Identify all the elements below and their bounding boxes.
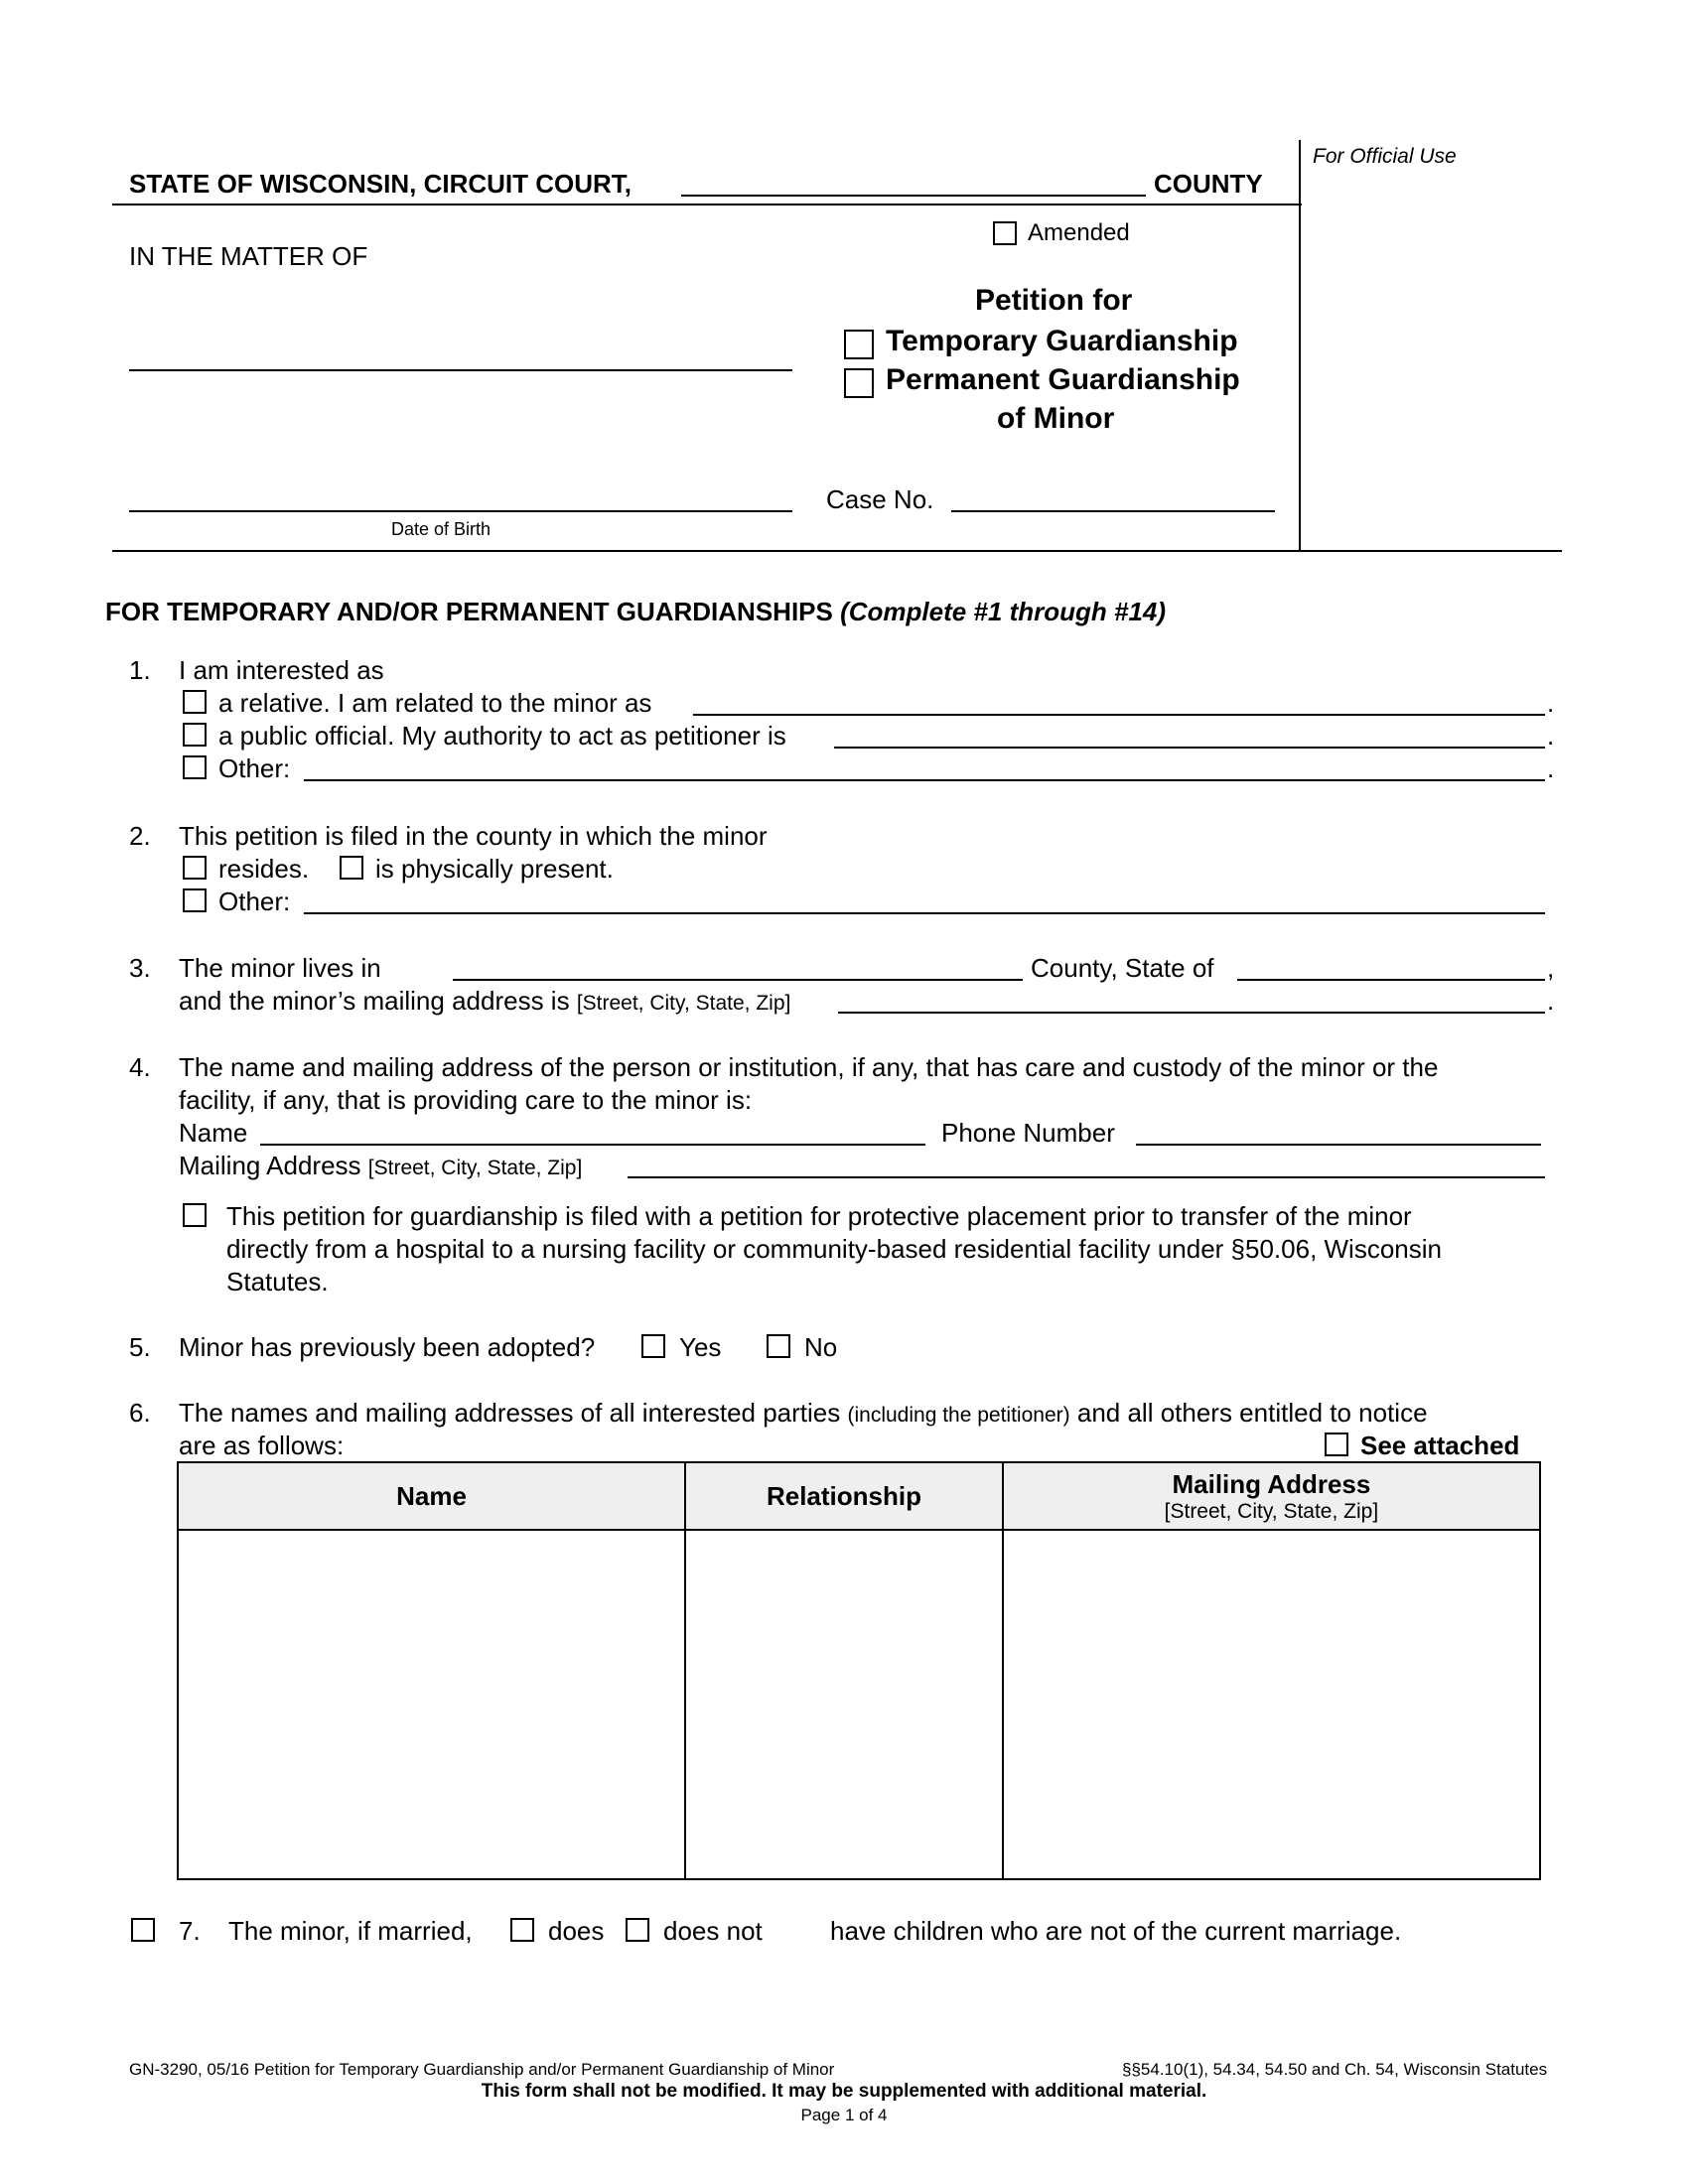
minor-state-line[interactable] xyxy=(1237,979,1545,981)
item1-text: I am interested as xyxy=(179,655,384,685)
matter-of-label: IN THE MATTER OF xyxy=(129,241,368,271)
item5-text: Minor has previously been adopted? xyxy=(179,1332,596,1362)
temporary-guardianship-checkbox[interactable] xyxy=(844,330,874,359)
footer-notice: This form shall not be modified. It may be supplemented with additional material. xyxy=(481,2081,1207,2102)
county-state-label: County, State of xyxy=(1031,953,1214,983)
item2-text: This petition is filed in the county in which the minor xyxy=(179,821,768,851)
state-comma: , xyxy=(1547,953,1555,983)
address-cell[interactable] xyxy=(1003,1530,1540,1879)
item4-number: 4. xyxy=(129,1052,151,1082)
see-attached-checkbox[interactable] xyxy=(1325,1433,1348,1456)
custodian-name-line[interactable] xyxy=(260,1144,925,1146)
physically-present-checkbox[interactable] xyxy=(340,856,363,880)
item6-text-a: The names and mailing addresses of all interested parties xyxy=(179,1398,841,1428)
item6-text-b: and all others entitled to notice xyxy=(1076,1398,1428,1428)
item7-text: The minor, if married, xyxy=(228,1916,473,1946)
phone-number-label: Phone Number xyxy=(941,1118,1115,1148)
see-attached-label: See attached xyxy=(1360,1431,1520,1460)
official-use-border xyxy=(1299,140,1301,551)
item1-number: 1. xyxy=(129,655,151,685)
item1-other-checkbox[interactable] xyxy=(183,755,207,779)
footer-page: Page 1 of 4 xyxy=(800,2106,888,2124)
column-header-name: Name xyxy=(178,1462,685,1530)
mailing-address-text: and the minor’s mailing address is xyxy=(179,986,570,1016)
relative-relation-line[interactable] xyxy=(693,714,1545,716)
item6-line2: are as follows: xyxy=(179,1431,345,1460)
item2-other-line[interactable] xyxy=(304,912,1545,914)
item7-rest: have children who are not of the current marriage. xyxy=(830,1916,1402,1946)
permanent-guardianship-label: Permanent Guardianship xyxy=(886,363,1240,396)
item5-number: 5. xyxy=(129,1332,151,1362)
date-of-birth-line[interactable] xyxy=(129,510,792,512)
item1-other-line[interactable] xyxy=(304,779,1545,781)
column-header-address xyxy=(1003,1462,1540,1530)
item7-number: 7. xyxy=(179,1916,201,1946)
amended-checkbox[interactable] xyxy=(993,221,1017,245)
county-name-line[interactable] xyxy=(681,195,1146,197)
item6-text xyxy=(179,1398,1428,1431)
date-of-birth-label: Date of Birth xyxy=(391,519,492,539)
custodian-mailing-label xyxy=(179,1151,582,1183)
protective-placement-checkbox[interactable] xyxy=(183,1203,207,1227)
mailing-address-label xyxy=(179,986,790,1019)
column-header-address-label: Mailing Address xyxy=(1172,1468,1371,1499)
item2-other-checkbox[interactable] xyxy=(183,888,207,912)
adopted-no-label: No xyxy=(804,1332,838,1362)
custodian-mailing-line[interactable] xyxy=(628,1176,1545,1178)
official-use-label: For Official Use xyxy=(1313,145,1457,168)
petition-title: Petition for xyxy=(975,284,1133,317)
does-label: does xyxy=(548,1916,605,1946)
footer-form-id: GN-3290, 05/16 Petition for Temporary Guardianship and/or Permanent Guardianship of Minor xyxy=(129,2060,835,2079)
item6-text-hint: (including the petitioner) xyxy=(847,1404,1070,1427)
item1-other-label: Other: xyxy=(218,753,291,783)
adopted-yes-checkbox[interactable] xyxy=(641,1334,665,1358)
column-header-relationship: Relationship xyxy=(685,1462,1003,1530)
protective-line2: directly from a hospital to a nursing facility or community-based residential facility under §50.06, Wisconsin xyxy=(226,1234,1442,1264)
item2-number: 2. xyxy=(129,821,151,851)
does-checkbox[interactable] xyxy=(510,1918,534,1942)
minor-county-line[interactable] xyxy=(453,979,1023,981)
custodian-mailing-hint: [Street, City, State, Zip] xyxy=(367,1157,583,1179)
resides-checkbox[interactable] xyxy=(183,856,207,880)
item6-number: 6. xyxy=(129,1398,151,1428)
column-header-address-hint: [Street, City, State, Zip] xyxy=(1164,1499,1379,1523)
minor-mailing-address-line[interactable] xyxy=(838,1012,1545,1014)
item7-checkbox[interactable] xyxy=(131,1918,155,1942)
table-header-row xyxy=(178,1462,1540,1530)
header-divider xyxy=(112,204,1302,205)
mailing-period: . xyxy=(1547,986,1555,1016)
interested-parties-table xyxy=(177,1461,1541,1880)
adopted-yes-label: Yes xyxy=(679,1332,722,1362)
public-official-authority-line[interactable] xyxy=(834,747,1545,749)
table-row xyxy=(178,1530,1540,1879)
footer-statutes: §§54.10(1), 54.34, 54.50 and Ch. 54, Wisconsin Statutes xyxy=(1122,2060,1548,2079)
does-not-checkbox[interactable] xyxy=(626,1918,649,1942)
relative-label: a relative. I am related to the minor as xyxy=(218,688,652,718)
section-heading xyxy=(105,597,1166,627)
public-official-checkbox[interactable] xyxy=(183,723,207,747)
custodian-mailing-text: Mailing Address xyxy=(179,1151,361,1180)
does-not-label: does not xyxy=(663,1916,763,1946)
relationship-cell[interactable] xyxy=(685,1530,1003,1879)
temporary-guardianship-label: Temporary Guardianship xyxy=(886,325,1238,357)
name-cell[interactable] xyxy=(178,1530,685,1879)
resides-label: resides. xyxy=(218,854,310,884)
case-no-line[interactable] xyxy=(951,510,1275,512)
phone-number-line[interactable] xyxy=(1136,1144,1541,1146)
header-bottom-divider xyxy=(112,550,1562,552)
section-heading-note: (Complete #1 through #14) xyxy=(840,597,1167,626)
county-label: COUNTY xyxy=(1154,169,1263,199)
permanent-guardianship-checkbox[interactable] xyxy=(844,368,874,398)
item4-line2: facility, if any, that is providing care to the minor is: xyxy=(179,1085,753,1115)
public-official-label: a public official. My authority to act as petitioner is xyxy=(218,721,786,751)
relative-checkbox[interactable] xyxy=(183,690,207,714)
of-minor-label: of Minor xyxy=(997,402,1115,435)
adopted-no-checkbox[interactable] xyxy=(767,1334,790,1358)
amended-label: Amended xyxy=(1028,219,1130,246)
public-official-period: . xyxy=(1547,721,1555,751)
court-label: STATE OF WISCONSIN, CIRCUIT COURT, xyxy=(129,169,633,199)
protective-line3: Statutes. xyxy=(226,1267,329,1297)
physically-present-label: is physically present. xyxy=(375,854,614,884)
item3-text: The minor lives in xyxy=(179,953,381,983)
mailing-address-hint: [Street, City, State, Zip] xyxy=(576,992,791,1015)
relative-period: . xyxy=(1547,688,1555,718)
item3-number: 3. xyxy=(129,953,151,983)
item1-other-period: . xyxy=(1547,753,1555,783)
item4-line1: The name and mailing address of the person or institution, if any, that has care and custody of the minor or the xyxy=(179,1052,1439,1082)
custodian-name-label: Name xyxy=(179,1118,248,1148)
protective-line1: This petition for guardianship is filed with a petition for protective placement prior to transfer of the minor xyxy=(226,1201,1412,1231)
item2-other-label: Other: xyxy=(218,887,291,916)
section-heading-text: FOR TEMPORARY AND/OR PERMANENT GUARDIANSHIPS xyxy=(105,597,833,626)
minor-name-line[interactable] xyxy=(129,369,792,371)
case-no-label: Case No. xyxy=(826,484,934,514)
